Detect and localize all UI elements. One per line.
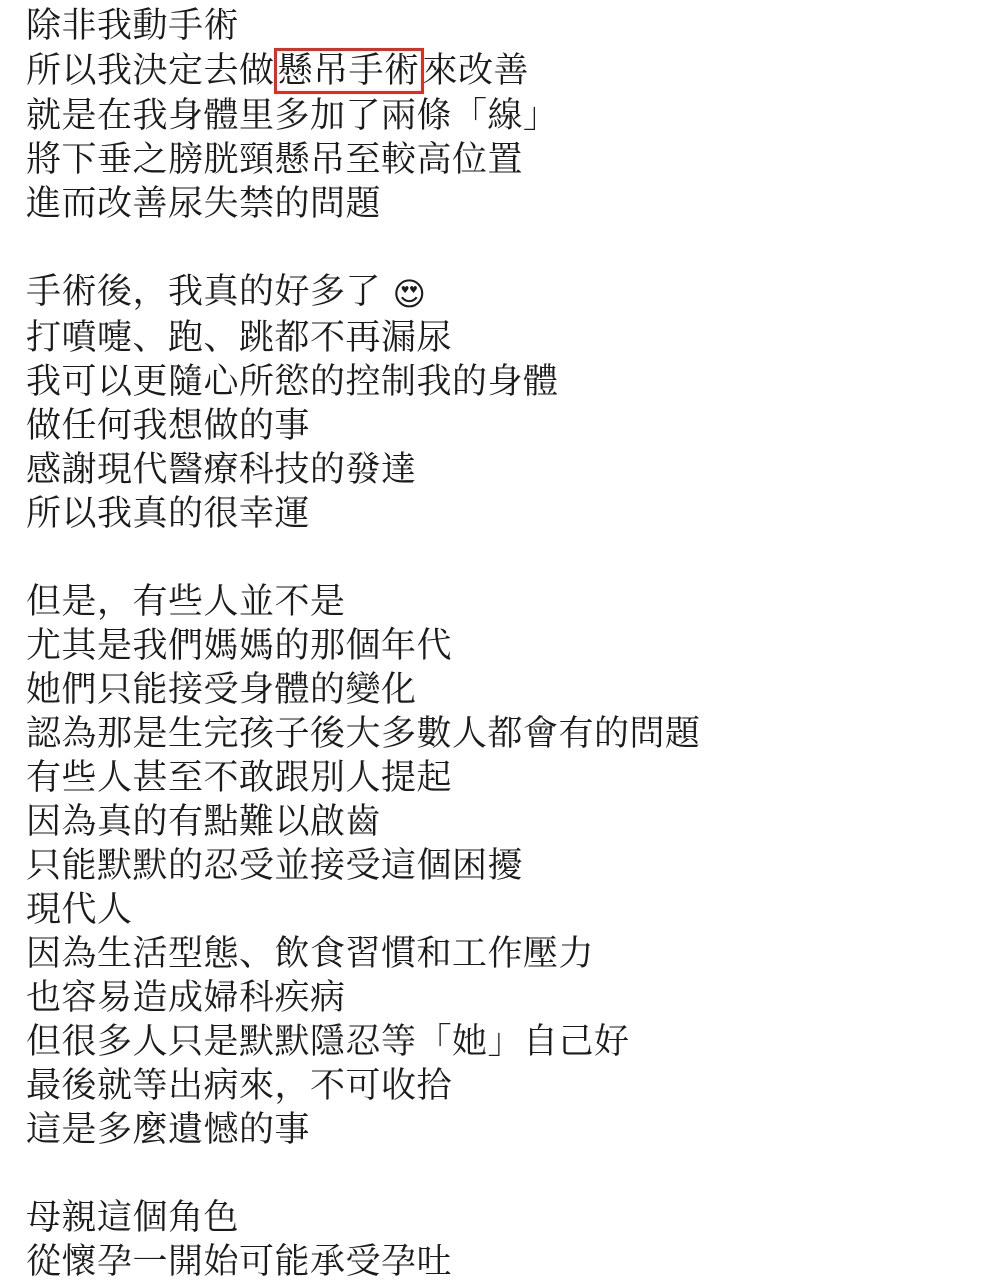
text-line: 母親這個角色 <box>26 1198 240 1238</box>
line-text: 手術後，我真的好多了 <box>26 272 393 312</box>
text-line: 將下垂之膀胱頸懸吊至較高位置 <box>26 140 524 180</box>
text-line: 因為生活型態、飲食習慣和工作壓力 <box>26 934 595 974</box>
text-line: 但很多人只是默默隱忍等「她」自己好 <box>26 1022 630 1062</box>
text-line: 從懷孕一開始可能承受孕吐 <box>26 1242 453 1282</box>
text-line: 因為真的有點難以啟齒 <box>26 802 382 842</box>
blank-line <box>26 536 1002 580</box>
blank-line <box>26 1152 1002 1196</box>
text-line-with-emoji <box>26 270 1002 316</box>
text-line: 有些人甚至不敢跟別人提起 <box>26 758 453 798</box>
text-line: 這是多麼遺憾的事 <box>26 1110 311 1150</box>
text-line: 但是，有些人並不是 <box>26 582 346 622</box>
text-line: 打噴嚏、跑、跳都不再漏尿 <box>26 318 453 358</box>
text-line: 就是在我身體里多加了兩條「線」 <box>26 96 559 136</box>
post-text-body <box>26 4 1002 1284</box>
text-line: 現代人 <box>26 890 133 930</box>
text-line: 只能默默的忍受並接受這個困擾 <box>26 846 524 886</box>
text-line: 她們只能接受身體的變化 <box>26 670 417 710</box>
text-line-with-highlight <box>26 48 1002 94</box>
line-segment-after: 來改善 <box>422 51 530 91</box>
text-line: 進而改善尿失禁的問題 <box>26 184 382 224</box>
text-line: 做任何我想做的事 <box>26 406 311 446</box>
text-line: 感謝現代醫療科技的發達 <box>26 450 417 490</box>
text-line: 尤其是我們媽媽的那個年代 <box>26 626 453 666</box>
line-segment-before: 所以我決定去做 <box>26 51 275 91</box>
text-line: 也容易造成婦科疾病 <box>26 978 346 1018</box>
text-line: 除非我動手術 <box>26 6 240 46</box>
highlighted-term: 懸吊手術 <box>274 48 424 94</box>
text-line: 我可以更隨心所慾的控制我的身體 <box>26 362 559 402</box>
text-line: 所以我真的很幸運 <box>26 494 311 534</box>
text-line: 最後就等出病來，不可收拾 <box>26 1066 453 1106</box>
text-line: 認為那是生完孩子後大多數人都會有的問題 <box>26 714 701 754</box>
blank-line <box>26 226 1002 270</box>
smiling-face-with-hearts-icon: 😍 <box>392 275 427 313</box>
